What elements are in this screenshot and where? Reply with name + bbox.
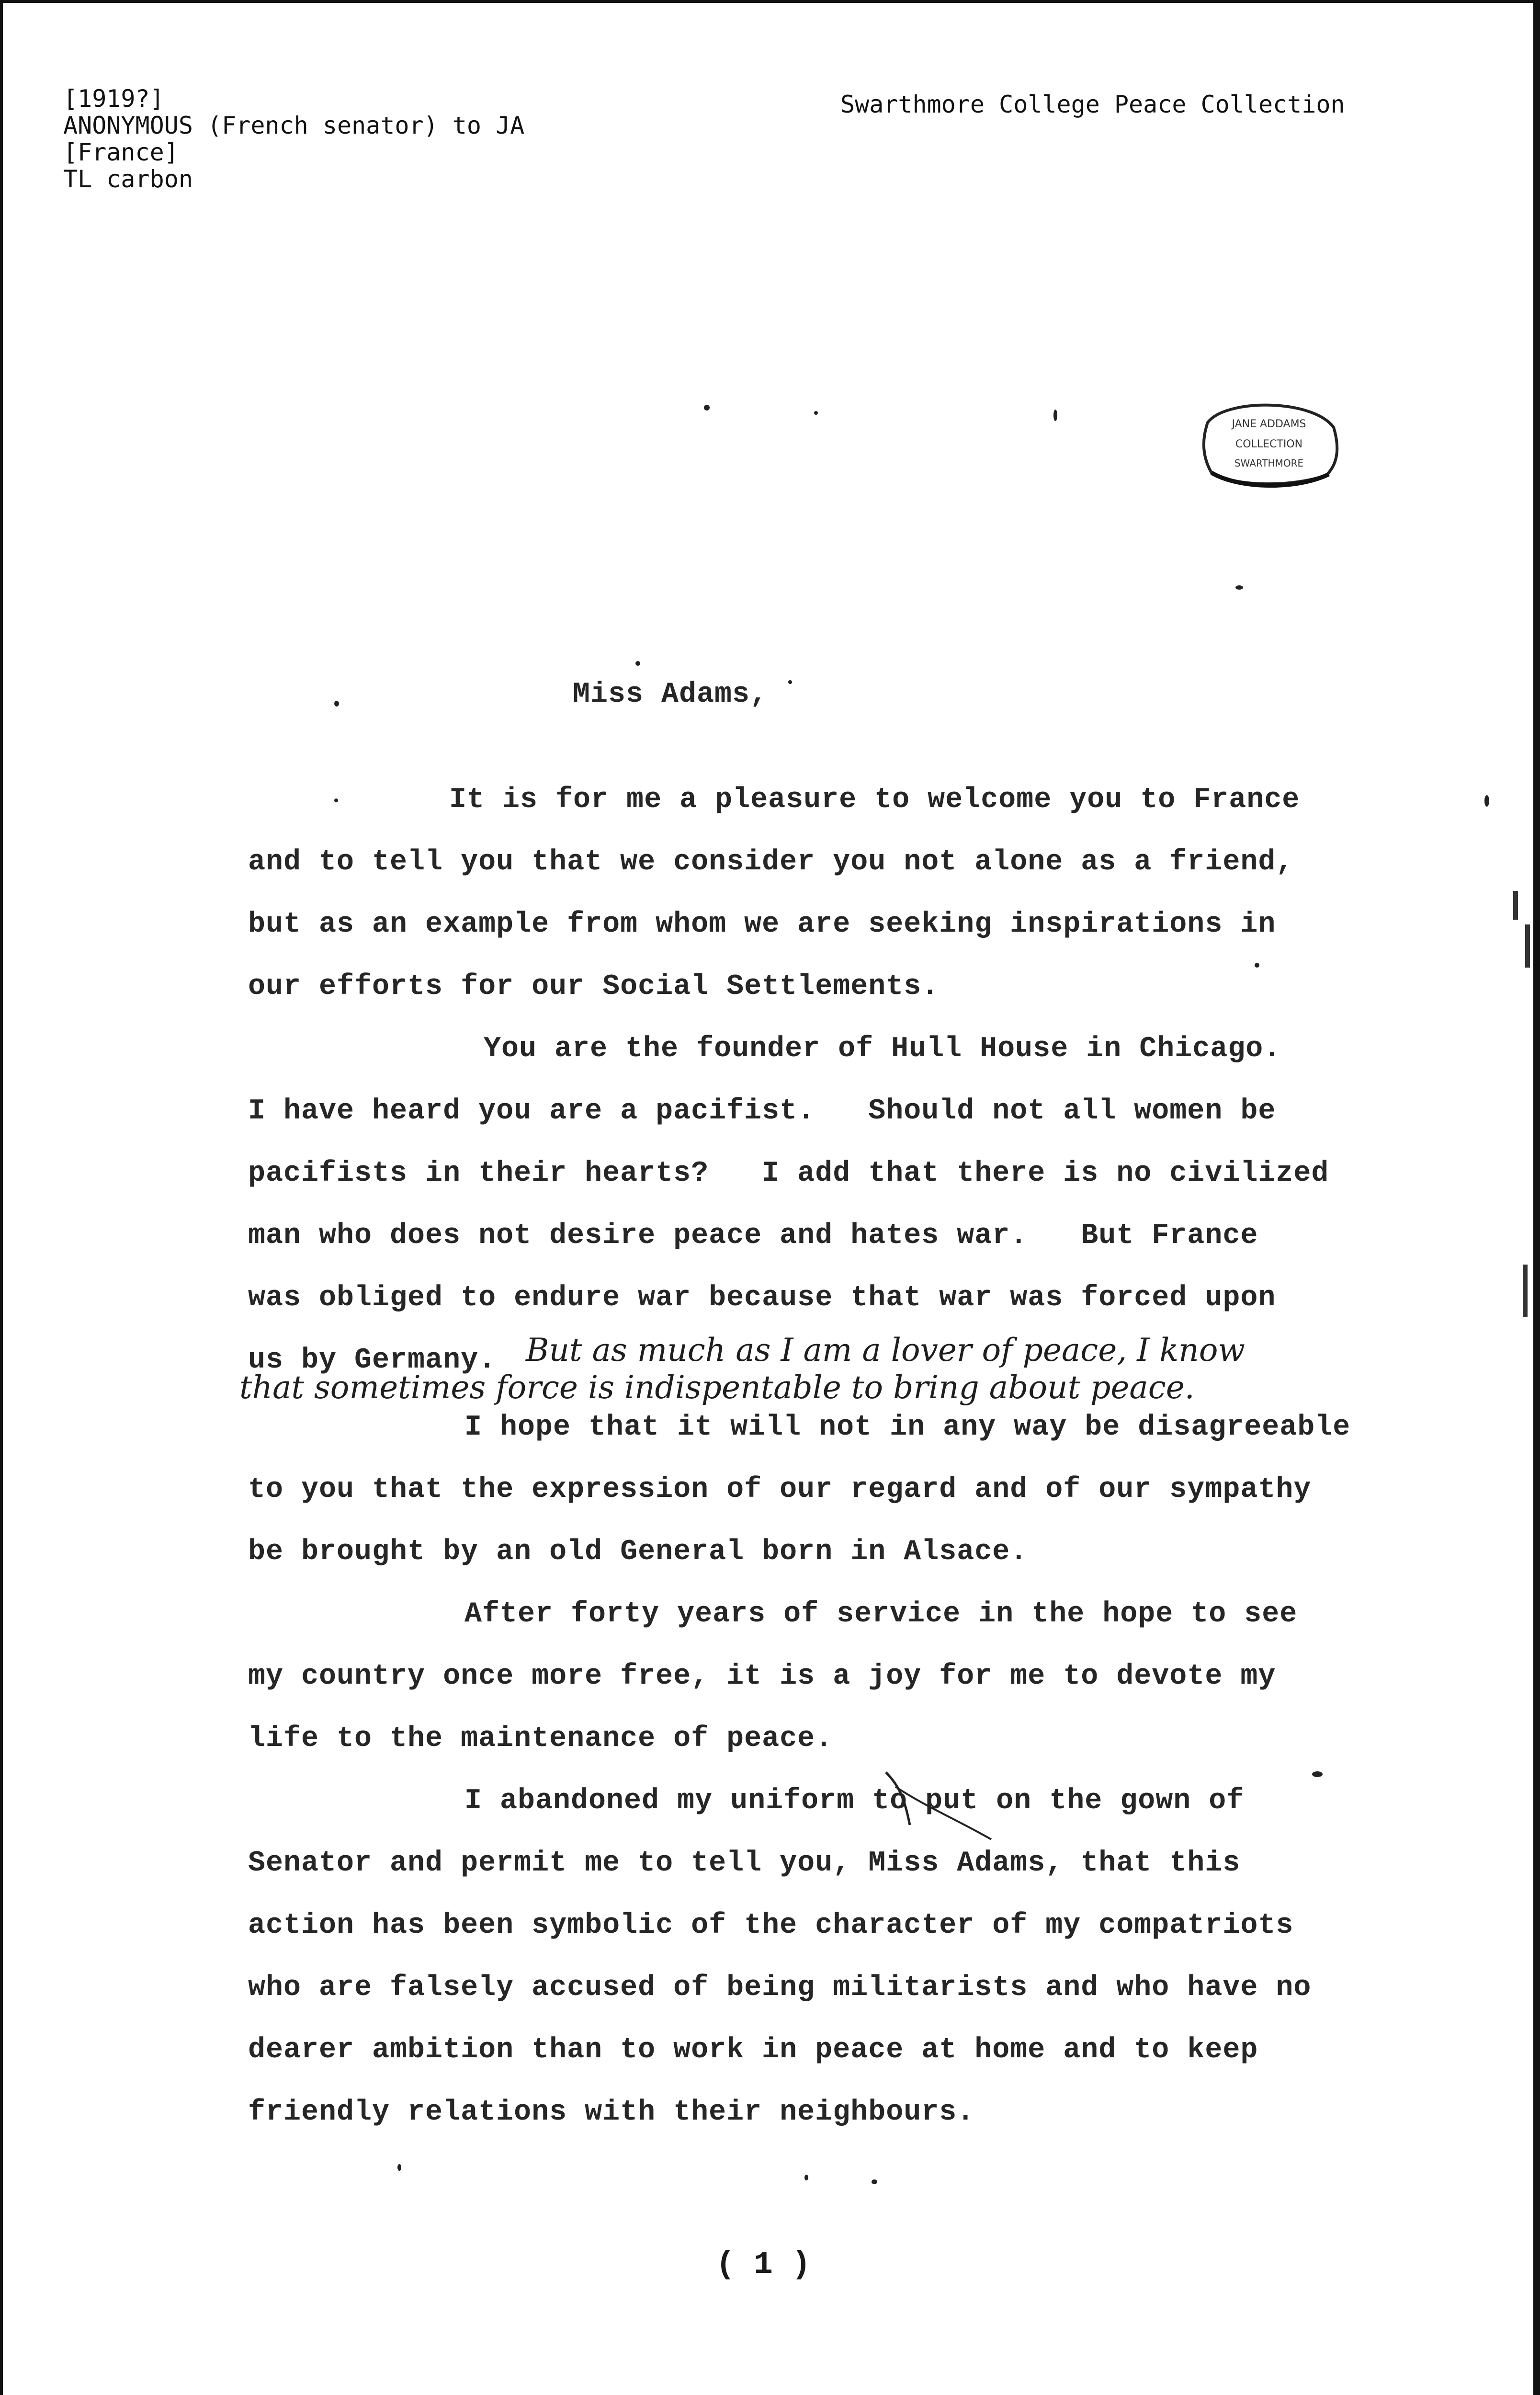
body-line-3: but as an example from whom we are seeking inspirations in	[248, 908, 1276, 941]
scan-speck	[334, 798, 338, 802]
scan-speck	[334, 701, 339, 707]
scan-speck	[1312, 1771, 1323, 1777]
scan-edge-mark	[1523, 1265, 1528, 1317]
salutation: Miss Adams,	[573, 678, 768, 711]
body-line-14: After forty years of service in the hope to see	[464, 1598, 1298, 1631]
handwritten-correction-mark	[881, 1768, 996, 1844]
body-line-15: my country once more free, it is a joy for me to devote my	[248, 1660, 1276, 1693]
stamp-seal	[1197, 394, 1341, 490]
body-line-10: us by Germany.	[248, 1344, 497, 1377]
body-line-7: pacifists in their hearts? I add that there is no civilized	[248, 1157, 1329, 1190]
stamp-line-1: JANE ADDAMS	[1232, 418, 1306, 430]
body-line-20: who are falsely accused of being militarists and who have no	[248, 1972, 1312, 2004]
body-line-8: man who does not desire peace and hates war. But France	[248, 1220, 1258, 1252]
scan-speck	[1484, 795, 1489, 807]
scan-speck	[788, 680, 792, 684]
body-line-1: It is for me a pleasure to welcome you to France	[449, 784, 1300, 816]
page-number: ( 1 )	[716, 2247, 811, 2282]
header-document-type: TL carbon	[63, 165, 193, 193]
scan-speck	[635, 661, 640, 666]
body-line-2: and to tell you that we consider you not alone as a friend,	[248, 846, 1294, 878]
body-line-19: action has been symbolic of the character of my compatriots	[248, 1909, 1294, 1942]
body-line-21: dearer ambition than to work in peace at home and to keep	[248, 2034, 1258, 2066]
scan-edge-mark	[1513, 891, 1518, 920]
body-line-11: I hope that it will not in any way be disagreeable	[464, 1411, 1351, 1444]
body-line-4: our efforts for our Social Settlements.	[248, 970, 940, 1003]
handwritten-insertion-line-1: But as much as I am a lover of peace, I know	[526, 1332, 1246, 1369]
scan-speck	[1235, 585, 1243, 590]
scan-speck	[804, 2175, 808, 2180]
archival-header-left	[63, 85, 524, 193]
stamp-line-3: SWARTHMORE	[1234, 457, 1304, 469]
body-line-12: to you that the expression of our regard and of our sympathy	[248, 1473, 1312, 1506]
scan-speck	[1255, 963, 1259, 968]
scan-speck	[704, 405, 710, 411]
body-line-9: was obliged to endure war because that war was forced upon	[248, 1282, 1276, 1314]
scan-speck	[814, 411, 818, 415]
header-place: [France]	[63, 138, 179, 166]
stamp-line-2: COLLECTION	[1235, 438, 1303, 450]
scan-speck	[397, 2164, 401, 2171]
body-line-5: You are the founder of Hull House in Chicago.	[484, 1033, 1281, 1065]
body-line-13: be brought by an old General born in Alsace.	[248, 1536, 1028, 1568]
archival-header-collection: Swarthmore College Peace Collection	[840, 91, 1345, 118]
body-line-17: I abandoned my uniform to put on the gown of	[464, 1785, 1245, 1817]
body-line-16: life to the maintenance of peace.	[248, 1722, 833, 1755]
scan-speck	[1053, 410, 1057, 421]
body-line-6: I have heard you are a pacifist. Should not all women be	[248, 1095, 1276, 1128]
scan-edge-mark	[1525, 924, 1530, 968]
header-correspondents: ANONYMOUS (French senator) to JA	[63, 112, 525, 139]
body-line-18: Senator and permit me to tell you, Miss Adams, that this	[248, 1847, 1241, 1880]
header-date: [1919?]	[63, 85, 164, 113]
body-line-22: friendly relations with their neighbours.	[248, 2096, 975, 2129]
collection-stamp	[1197, 394, 1341, 490]
handwritten-insertion-line-2: that sometimes force is indispentable to bring about peace.	[239, 1369, 1195, 1406]
scan-speck	[872, 2179, 877, 2184]
